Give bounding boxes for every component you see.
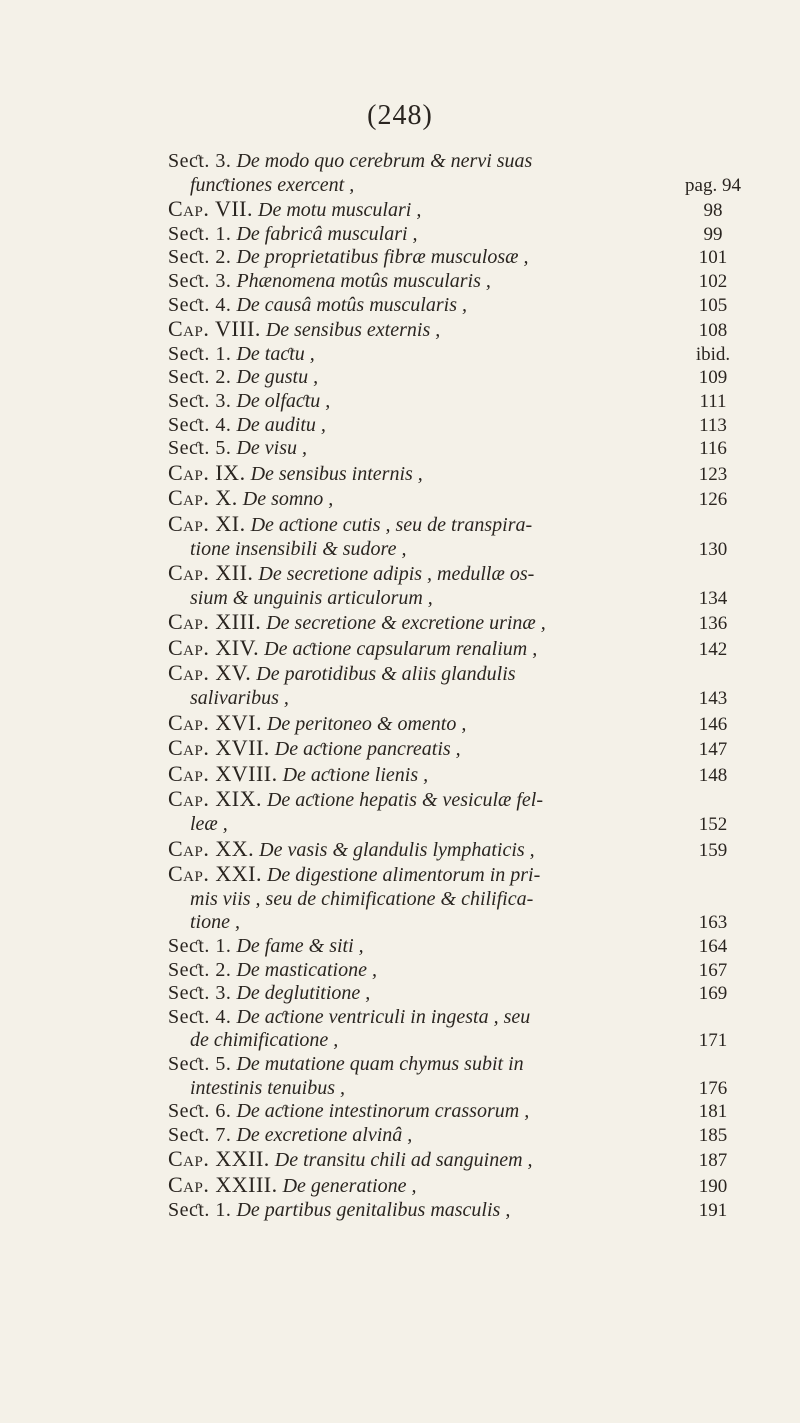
- toc-entry-title: De transitu chili ad sanguinem ,: [274, 1149, 533, 1172]
- toc-entry-page: 109: [698, 367, 728, 389]
- toc-entry-title: De aƈtione hepatis & vesiculæ fel-: [266, 789, 543, 812]
- toc-entry-label: Seƈt. 2.: [168, 958, 232, 981]
- toc-entry-title: De aƈtione lienis ,: [282, 763, 429, 786]
- toc-entry-label: Cap. XI.: [168, 510, 246, 536]
- toc-entry-label: Cap. XII.: [168, 560, 254, 586]
- toc-entry-page: 111: [699, 390, 727, 412]
- toc-entry-label: Seƈt. 4.: [168, 413, 232, 436]
- toc-entry-page: 134: [698, 587, 728, 609]
- toc-entry-title: De somno ,: [242, 488, 334, 511]
- toc-entry: [168, 317, 748, 343]
- toc-entry-title: De deglutitione ,: [236, 982, 371, 1005]
- toc-entry-page: 102: [698, 270, 728, 292]
- toc-entry: [168, 294, 748, 318]
- toc-entry-first-line: [168, 1006, 748, 1030]
- toc-entry-page: 152: [698, 814, 728, 836]
- toc-entry-label: Seƈt. 4.: [168, 1005, 232, 1028]
- toc-entry-title: De secretione & excretione urinæ ,: [266, 612, 546, 635]
- toc-entry-title: De mutatione quam chymus subit in: [236, 1052, 524, 1075]
- toc-entry-first-line: [168, 1124, 748, 1148]
- toc-entry-first-line: [168, 610, 748, 636]
- toc-entry-first-line: [168, 343, 748, 367]
- toc-entry: [168, 862, 748, 935]
- toc-entry-first-line: [168, 197, 748, 223]
- toc-entry: [168, 787, 748, 836]
- toc-entry-title: De digestione alimentorum in pri-: [266, 864, 541, 887]
- toc-entry-label: Seƈt. 6.: [168, 1100, 232, 1123]
- toc-entry-title: Phænomena motûs muscularis ,: [236, 269, 491, 292]
- toc-entry-first-line: [168, 512, 748, 538]
- toc-entry: [168, 610, 748, 636]
- toc-entry-page: 126: [698, 489, 728, 511]
- toc-entry-title: De sensibus internis ,: [250, 462, 423, 485]
- toc-entry-title: De aƈtione ventriculi in ingesta , seu: [236, 1005, 531, 1028]
- toc-entry: [168, 270, 748, 294]
- toc-entry-title: De proprietatibus fibræ musculosæ ,: [236, 246, 529, 269]
- toc-entry: [168, 711, 748, 737]
- toc-entry-continuation: de chimificatione ,: [190, 1029, 339, 1052]
- toc-entry-page: 191: [698, 1199, 728, 1221]
- toc-entry: [168, 390, 748, 414]
- toc-entry-label: Cap. XXI.: [168, 861, 262, 887]
- toc-entry: [168, 736, 748, 762]
- toc-entry-page: 123: [698, 463, 728, 485]
- toc-entry-title: De motu musculari ,: [258, 199, 422, 222]
- toc-entry-label: Cap. XVIII.: [168, 760, 278, 786]
- toc-entry-title: De taƈtu ,: [236, 342, 315, 365]
- toc-entry-page: 169: [698, 983, 728, 1005]
- toc-entry-first-line: [168, 1199, 748, 1223]
- toc-entry-page: 176: [698, 1077, 728, 1099]
- toc-entry-first-line: [168, 736, 748, 762]
- toc-entry-page: 113: [699, 414, 727, 436]
- toc-entry-page: 101: [698, 247, 728, 269]
- toc-entry: [168, 512, 748, 561]
- toc-entry-page: pag. 94: [685, 174, 741, 196]
- toc-entry: [168, 636, 748, 662]
- toc-entry-label: Cap. IX.: [168, 459, 246, 485]
- toc-entry-title: De generatione ,: [282, 1174, 417, 1197]
- toc-entry-title: De gustu ,: [236, 366, 319, 389]
- toc-entry-first-line: [168, 636, 748, 662]
- toc-entry-page: 147: [698, 739, 728, 761]
- toc-entry-first-line: [168, 959, 748, 983]
- toc-entry: [168, 246, 748, 270]
- toc-entry: [168, 437, 748, 461]
- toc-entry-page: 146: [698, 713, 728, 735]
- toc-entry-label: Cap. XV.: [168, 660, 252, 686]
- toc-entry-continuation: leæ ,: [190, 813, 228, 836]
- toc-entry-label: Seƈt. 1.: [168, 1198, 232, 1221]
- toc-entry-page: 190: [698, 1175, 728, 1197]
- toc-entry-title: De aƈtione capsularum renalium ,: [264, 637, 538, 660]
- toc-entry-page: 105: [698, 294, 728, 316]
- toc-entry-label: Seƈt. 1.: [168, 342, 232, 365]
- toc-entry-page: ibid.: [695, 343, 731, 365]
- toc-entry-label: Seƈt. 3.: [168, 389, 232, 412]
- toc-entry: [168, 1147, 748, 1173]
- toc-entry-title: De partibus genitalibus masculis ,: [236, 1198, 511, 1221]
- toc-entry-first-line: [168, 486, 748, 512]
- toc-entry-label: Seƈt. 7.: [168, 1123, 232, 1146]
- toc-entry: [168, 982, 748, 1006]
- toc-entry-first-line: [168, 437, 748, 461]
- toc-entry-first-line: [168, 294, 748, 318]
- toc-entry-page: 116: [699, 438, 727, 460]
- toc-entry: [168, 661, 748, 710]
- toc-entry-first-line: [168, 390, 748, 414]
- toc-entry-page: 159: [698, 839, 728, 861]
- toc-entry-continuation: sium & unguinis articulorum ,: [190, 586, 433, 609]
- toc-entry-first-line: [168, 461, 748, 487]
- toc-entry-page: 185: [698, 1124, 728, 1146]
- toc-entry-first-line: [168, 935, 748, 959]
- toc-entry-title: De auditu ,: [236, 413, 326, 436]
- toc-entry-first-line: [168, 317, 748, 343]
- toc-entry: [168, 461, 748, 487]
- toc-entry-label: Cap. VIII.: [168, 316, 261, 342]
- toc-entry-continuation: mis viis , seu de chimificatione & chilifica-: [190, 887, 534, 910]
- toc-entry: [168, 1053, 748, 1100]
- toc-entry-page: 143: [698, 688, 728, 710]
- toc-entry-label: Seƈt. 3.: [168, 269, 232, 292]
- toc-entry-continuation: intestinis tenuibus ,: [190, 1076, 345, 1099]
- toc-entry-label: Seƈt. 4.: [168, 293, 232, 316]
- toc-entry-page: 108: [698, 320, 728, 342]
- toc-entry-label: Cap. XVII.: [168, 735, 270, 761]
- toc-entry-first-line: [168, 150, 748, 174]
- toc-entry-first-line: [168, 787, 748, 813]
- toc-entry: [168, 366, 748, 390]
- toc-entry: [168, 223, 748, 247]
- toc-entry-title: De peritoneo & omento ,: [266, 712, 467, 735]
- toc-entry-first-line: [168, 246, 748, 270]
- toc-entry-first-line: [168, 1100, 748, 1124]
- toc-entry: [168, 561, 748, 610]
- toc-entry: [168, 762, 748, 788]
- toc-entry: [168, 959, 748, 983]
- toc-entry-continuation: tione ,: [190, 911, 240, 934]
- toc-entry-label: Seƈt. 3.: [168, 150, 232, 172]
- toc-entry-first-line: [168, 366, 748, 390]
- page-number: (248): [367, 100, 433, 131]
- toc-entry-title: De aƈtione cutis , seu de transpira-: [250, 513, 533, 536]
- toc-entry-first-line: [168, 711, 748, 737]
- toc-entry-title: De olfaƈtu ,: [236, 389, 331, 412]
- toc-entry: [168, 1124, 748, 1148]
- toc-entry-first-line: [168, 762, 748, 788]
- toc-entry-continuation: salivaribus ,: [190, 687, 289, 710]
- toc-entry-label: Cap. XX.: [168, 835, 255, 861]
- toc-entry-title: De secretione adipis , medullæ os-: [258, 563, 535, 586]
- toc-entry: [168, 414, 748, 438]
- toc-entry-first-line: [168, 1147, 748, 1173]
- toc-entry-page: 171: [698, 1030, 728, 1052]
- toc-entry-page: 187: [698, 1150, 728, 1172]
- toc-entry-page: 163: [698, 912, 728, 934]
- toc-entry-page: 181: [698, 1101, 728, 1123]
- toc-entry-title: De fame & siti ,: [236, 935, 364, 957]
- toc-entry-title: De parotidibus & aliis glandulis: [256, 663, 516, 686]
- toc-entry-label: Cap. XXII.: [168, 1146, 270, 1172]
- toc-entry-label: Cap. XVI.: [168, 709, 262, 735]
- toc-entry-first-line: [168, 223, 748, 247]
- toc-entry-label: Cap. XIII.: [168, 609, 262, 635]
- toc-entry-label: Seƈt. 3.: [168, 982, 232, 1005]
- toc-entry-label: Cap. VII.: [168, 196, 253, 222]
- toc-entry-first-line: [168, 982, 748, 1006]
- toc-entry-page: 148: [698, 764, 728, 786]
- toc-entry-title: De modo quo cerebrum & nervi suas: [236, 150, 533, 172]
- table-of-contents: [168, 150, 748, 1222]
- toc-entry: [168, 150, 748, 197]
- toc-entry-title: De aƈtione pancreatis ,: [274, 738, 461, 761]
- toc-entry-title: De causâ motûs muscularis ,: [236, 293, 467, 316]
- toc-entry-first-line: [168, 1173, 748, 1199]
- toc-entry-title: De sensibus externis ,: [265, 319, 441, 342]
- toc-entry-label: Cap. XIX.: [168, 786, 262, 812]
- toc-entry-first-line: [168, 862, 748, 888]
- toc-entry-title: De visu ,: [236, 437, 307, 460]
- toc-entry-page: 130: [698, 538, 728, 560]
- toc-entry: [168, 1100, 748, 1124]
- toc-entry-label: Seƈt. 2.: [168, 366, 232, 389]
- toc-entry-label: Seƈt. 2.: [168, 246, 232, 269]
- toc-entry-label: Seƈt. 1.: [168, 222, 232, 245]
- toc-entry: [168, 837, 748, 863]
- toc-entry-page: 164: [698, 936, 728, 957]
- toc-entry-title: De masticatione ,: [236, 958, 377, 981]
- toc-entry-first-line: [168, 1053, 748, 1077]
- toc-entry: [168, 935, 748, 959]
- toc-entry-title: De aƈtione intestinorum crassorum ,: [236, 1100, 530, 1123]
- toc-entry-label: Cap. X.: [168, 485, 238, 511]
- toc-entry-label: Cap. XIV.: [168, 634, 260, 660]
- toc-entry-title: De excretione alvinâ ,: [236, 1123, 413, 1146]
- toc-entry-first-line: [168, 661, 748, 687]
- toc-entry: [168, 343, 748, 367]
- toc-entry-page: 167: [698, 959, 728, 981]
- toc-entry: [168, 486, 748, 512]
- toc-entry-label: Seƈt. 1.: [168, 935, 232, 957]
- toc-entry-continuation: tione insensibili & sudore ,: [190, 537, 407, 560]
- toc-entry-title: De vasis & glandulis lymphaticis ,: [259, 838, 535, 861]
- toc-entry: [168, 197, 748, 223]
- toc-entry-first-line: [168, 270, 748, 294]
- toc-entry-continuation: funƈtiones exercent ,: [190, 173, 355, 196]
- toc-entry-page: 136: [698, 613, 728, 635]
- toc-entry: [168, 1006, 748, 1053]
- toc-entry: [168, 1173, 748, 1199]
- toc-entry-page: 98: [703, 200, 723, 222]
- toc-entry-label: Cap. XXIII.: [168, 1171, 278, 1197]
- toc-entry-first-line: [168, 414, 748, 438]
- toc-entry-label: Seƈt. 5.: [168, 437, 232, 460]
- toc-entry-page: 142: [698, 638, 728, 660]
- toc-entry-first-line: [168, 837, 748, 863]
- toc-entry-page: 99: [703, 223, 723, 245]
- toc-entry-title: De fabricâ musculari ,: [236, 222, 418, 245]
- toc-entry-first-line: [168, 561, 748, 587]
- toc-entry: [168, 1199, 748, 1223]
- toc-entry-label: Seƈt. 5.: [168, 1052, 232, 1075]
